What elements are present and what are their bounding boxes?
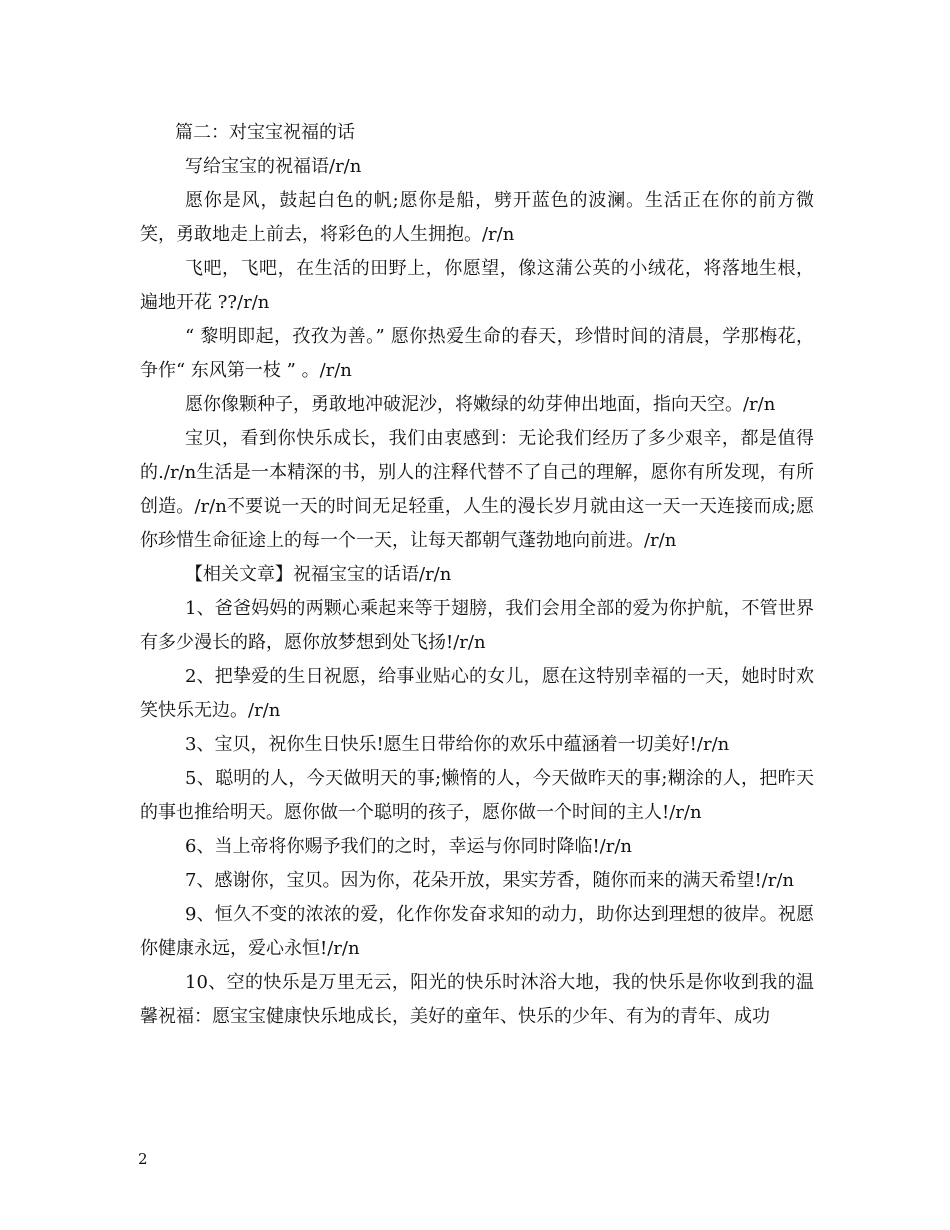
list-item: 10、空的快乐是万里无云，阳光的快乐时沐浴大地，我的快乐是你收到我的温馨祝福：愿宝宝健康快乐地成长，美好的童年、快乐的少年、有为的青年、成功	[140, 972, 814, 1027]
document-body	[140, 116, 814, 1034]
paragraph: “ 黎明即起，孜孜为善。” 愿你热爱生命的春天，珍惜时间的清晨，学那梅花，争作“ 东风第一枝 ” 。/r/n	[140, 326, 814, 381]
related-articles-heading: 【相关文章】祝福宝宝的话语/r/n	[185, 564, 452, 585]
list-item: 5、聪明的人，今天做明天的事;懒惰的人，今天做昨天的事;糊涂的人，把昨天的事也推给明天。愿你做一个聪明的孩子，愿你做一个时间的主人!/r/n	[140, 768, 814, 823]
list-item: 9、恒久不变的浓浓的爱，化作你发奋求知的动力，助你达到理想的彼岸。祝愿你健康永远，爱心永恒!/r/n	[140, 904, 814, 959]
list-item: 7、感谢你，宝贝。因为你，花朵开放，果实芳香，随你而来的满天希望!/r/n	[185, 870, 795, 891]
paragraph: 飞吧，飞吧，在生活的田野上，你愿望，像这蒲公英的小绒花，将落地生根，遍地开花 ??/r/n	[140, 258, 814, 313]
list-item: 1、爸爸妈妈的两颗心乘起来等于翅膀，我们会用全部的爱为你护航，不管世界有多少漫长的路，愿你放梦想到处飞扬!/r/n	[140, 598, 814, 653]
list-item: 6、当上帝将你赐予我们的之时，幸运与你同时降临!/r/n	[185, 836, 633, 857]
page-number: 2	[138, 1150, 148, 1168]
paragraph: 愿你是风，鼓起白色的帆;愿你是船，劈开蓝色的波澜。生活正在你的前方微笑，勇敢地走上前去，将彩色的人生拥抱。/r/n	[140, 190, 814, 245]
paragraph: 宝贝，看到你快乐成长，我们由衷感到：无论我们经历了多少艰辛，都是值得的./r/n生活是一本精深的书，别人的注释代替不了自己的理解，愿你有所发现，有所创造。/r/n不要说一天的时间无足轻重，人生的漫长岁月就由这一天一天连接而成;愿你珍惜生命征途上的每一个一天，让每天都朝气蓬勃地向前进。/r/n	[140, 428, 814, 551]
paragraph-subtitle: 写给宝宝的祝福语/r/n	[185, 156, 362, 177]
list-item: 3、宝贝，祝你生日快乐!愿生日带给你的欢乐中蕴涵着一切美好!/r/n	[185, 734, 730, 755]
paragraph: 愿你像颗种子，勇敢地冲破泥沙，将嫩绿的幼芽伸出地面，指向天空。/r/n	[185, 394, 776, 415]
section-heading: 篇二：对宝宝祝福的话	[175, 122, 355, 143]
list-item: 2、把挚爱的生日祝愿，给事业贴心的女儿，愿在这特别幸福的一天，她时时欢笑快乐无边。/r/n	[140, 666, 814, 721]
